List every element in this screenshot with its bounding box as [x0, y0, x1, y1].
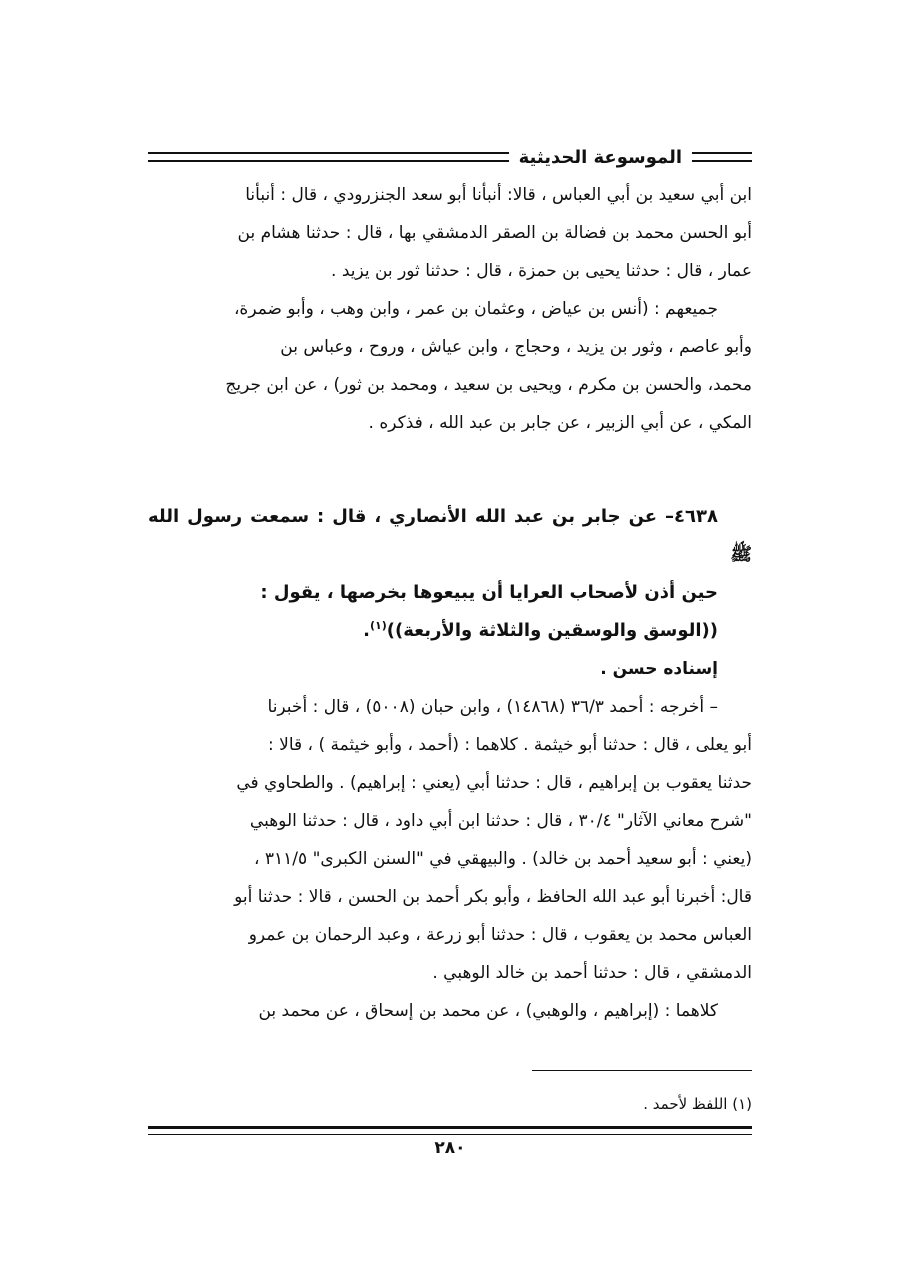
text-line: – أخرجه : أحمد ٣٦/٣ (١٤٨٦٨) ، وابن حبان (٥٠٠٨) ، قال : أخبرنا [267, 697, 718, 717]
text-line: جميعهم : (أنس بن عياض ، وعثمان بن عمر ، وابن وهب ، وأبو ضمرة، [233, 299, 718, 319]
hadith-line-1: ٤٦٣٨– عن جابر بن عبد الله الأنصاري ، قال : سمعت رسول الله ﷺ [148, 506, 752, 565]
footnote: (١) اللفظ لأحمد . [643, 1095, 752, 1113]
header-rule-left [148, 152, 509, 162]
text-line: أبو الحسن محمد بن فضالة بن الصقر الدمشقي بها ، قال : حدثنا هشام بن [237, 223, 752, 243]
footnote-rule [532, 1070, 752, 1071]
hadith-text: ((الوسق والوسقين والثلاثة والأربعة)) [386, 620, 718, 641]
hadith-end: . [363, 620, 370, 641]
text-line: (يعني : أبو سعيد أحمد بن خالد) . والبيهقي في "السنن الكبرى" ٣١١/٥ ، [254, 849, 752, 869]
text-line: حدثنا يعقوب بن إبراهيم ، قال : حدثنا أبي (يعني : إبراهيم) . والطحاوي في [236, 773, 752, 793]
text-line: ابن أبي سعيد بن أبي العباس ، قالا: أنبأنا أبو سعد الجنزرودي ، قال : أنبأنا [245, 185, 752, 205]
footnote-ref[interactable]: (١) [370, 619, 387, 632]
bottom-rule [148, 1126, 752, 1135]
header-title: الموسوعة الحديثية [518, 146, 682, 168]
text-line: عمار ، قال : حدثنا يحيى بن حمزة ، قال : حدثنا ثور بن يزيد . [331, 261, 752, 281]
page-number: ٢٨٠ [434, 1138, 466, 1158]
text-line: أبو يعلى ، قال : حدثنا أبو خيثمة . كلاهما : (أحمد ، وأبو خيثمة ) ، قالا : [268, 735, 752, 755]
text-line: كلاهما : (إبراهيم ، والوهبي) ، عن محمد بن إسحاق ، عن محمد بن [258, 1001, 718, 1021]
hadith-line-2: حين أذن لأصحاب العرايا أن يبيعوها بخرصها ، يقول : [260, 582, 718, 603]
text-line: المكي ، عن أبي الزبير ، عن جابر بن عبد الله ، فذكره . [368, 413, 752, 433]
running-header [148, 140, 752, 174]
text-line: قال: أخبرنا أبو عبد الله الحافظ ، وأبو بكر أحمد بن الحسن ، قالا : حدثنا أبو [234, 887, 752, 907]
text-line: العباس محمد بن يعقوب ، قال : حدثنا أبو زرعة ، وعبد الرحمان بن عمرو [248, 925, 752, 945]
text-line: الدمشقي ، قال : حدثنا أحمد بن خالد الوهبي . [432, 963, 752, 983]
isnad-grade: إسناده حسن . [600, 659, 718, 679]
text-line: "شرح معاني الآثار" ٣٠/٤ ، قال : حدثنا ابن أبي داود ، قال : حدثنا الوهبي [249, 811, 752, 831]
paragraph-gap [148, 442, 752, 498]
page-body [148, 176, 752, 1030]
header-rule-right [692, 152, 752, 162]
text-line: محمد، والحسن بن مكرم ، ويحيى بن سعيد ، ومحمد بن ثور) ، عن ابن جريج [225, 375, 752, 395]
text-line: وأبو عاصم ، وثور بن يزيد ، وحجاج ، وابن عياش ، وروح ، وعباس بن [280, 337, 752, 357]
hadith-line-3 [148, 612, 752, 650]
